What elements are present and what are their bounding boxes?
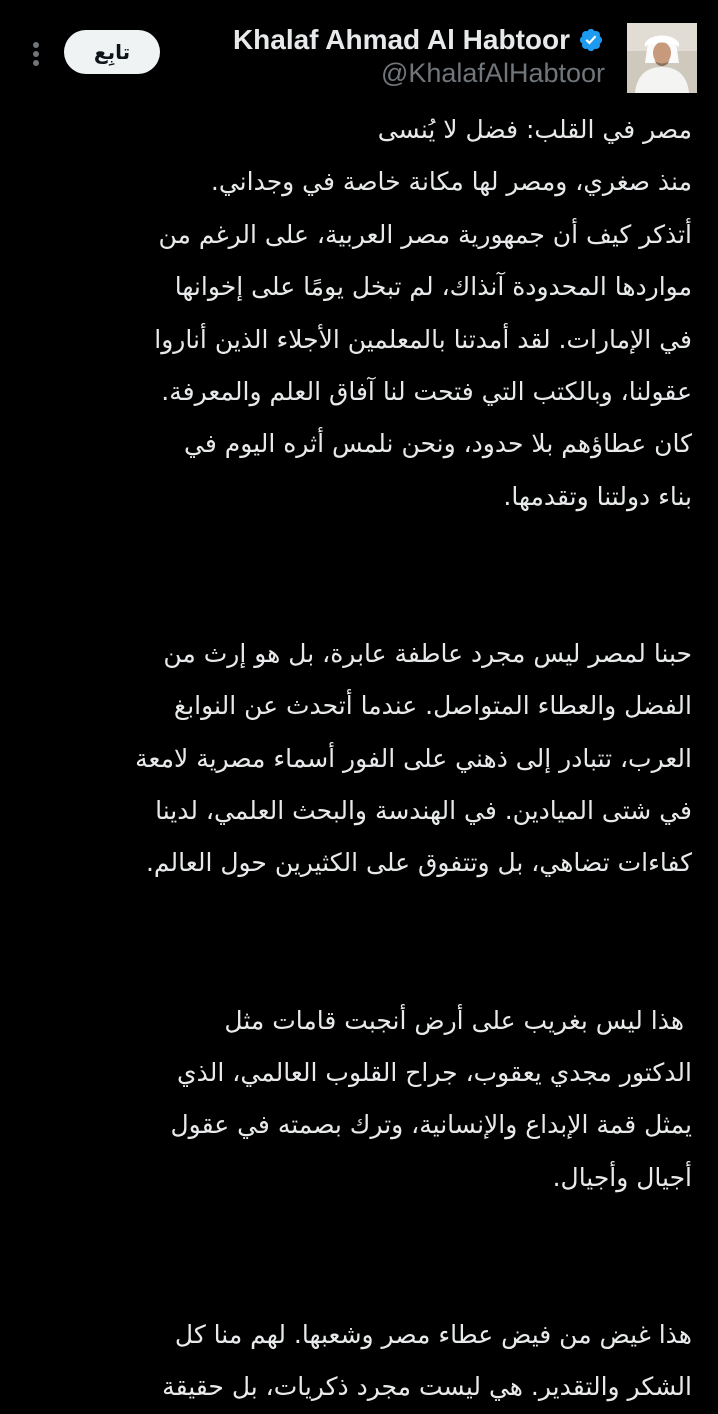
tweet-line: مواردها المحدودة آنذاك، لم تبخل يومًا على إخوانها bbox=[174, 272, 692, 302]
tweet-line: الشكر والتقدير. هي ليست مجرد ذكريات، بل حقيقة bbox=[162, 1372, 692, 1402]
tweet-line: هذا ليس بغريب على أرض أنجبت قامات مثل bbox=[224, 1005, 692, 1035]
tweet-text bbox=[22, 104, 692, 1414]
tweet-line: يمثل قمة الإبداع والإنسانية، وترك بصمته في عقول bbox=[170, 1110, 692, 1140]
tweet-header bbox=[0, 0, 718, 110]
paragraph-spacer bbox=[22, 523, 692, 628]
tweet-line: حبنا لمصر ليس مجرد عاطفة عابرة، بل هو إرث من bbox=[163, 638, 692, 668]
tweet-line: منذ صغري، ومصر لها مكانة خاصة في وجداني. bbox=[210, 167, 692, 197]
paragraph-spacer bbox=[22, 1204, 692, 1309]
tweet-line: في شتى الميادين. في الهندسة والبحث العلمي، لدينا bbox=[155, 796, 692, 826]
author-name-row[interactable] bbox=[233, 20, 604, 60]
follow-button[interactable]: تابِع bbox=[64, 30, 160, 74]
author-handle[interactable]: @KhalafAlHabtoor bbox=[380, 58, 605, 88]
tweet-line: عقولنا، وبالكتب التي فتحت لنا آفاق العلم والمعرفة. bbox=[161, 376, 692, 406]
tweet-line: بناء دولتنا وتقدمها. bbox=[503, 481, 692, 511]
tweet-line: أجيال وأجيال. bbox=[552, 1162, 692, 1192]
tweet-line: في الإمارات. لقد أمدتنا بالمعلمين الأجلاء الذين أناروا bbox=[154, 324, 692, 354]
tweet-line: الدكتور مجدي يعقوب، جراح القلوب العالمي، الذي bbox=[177, 1058, 692, 1088]
verified-badge-icon bbox=[578, 27, 604, 53]
more-options-icon[interactable] bbox=[26, 40, 46, 68]
paragraph-spacer bbox=[22, 890, 692, 995]
tweet-line: كفاءات تضاهي، بل وتتفوق على الكثيرين حول العالم. bbox=[145, 848, 692, 878]
tweet-line: مصر في القلب: فضل لا يُنسى bbox=[377, 115, 692, 144]
tweet-line: الفضل والعطاء المتواصل. عندما أتحدث عن النوابغ bbox=[173, 691, 692, 721]
tweet-line: العرب، تتبادر إلى ذهني على الفور أسماء مصرية لامعة bbox=[135, 743, 692, 773]
tweet-line: كان عطاؤهم بلا حدود، ونحن نلمس أثره اليوم في bbox=[184, 429, 692, 459]
tweet-line: أتذكر كيف أن جمهورية مصر العربية، على الرغم من bbox=[158, 219, 692, 249]
avatar[interactable] bbox=[627, 23, 697, 93]
tweet-line: هذا غيض من فيض عطاء مصر وشعبها. لهم منا كل bbox=[174, 1320, 692, 1350]
author-name[interactable]: Khalaf Ahmad Al Habtoor bbox=[232, 24, 570, 55]
